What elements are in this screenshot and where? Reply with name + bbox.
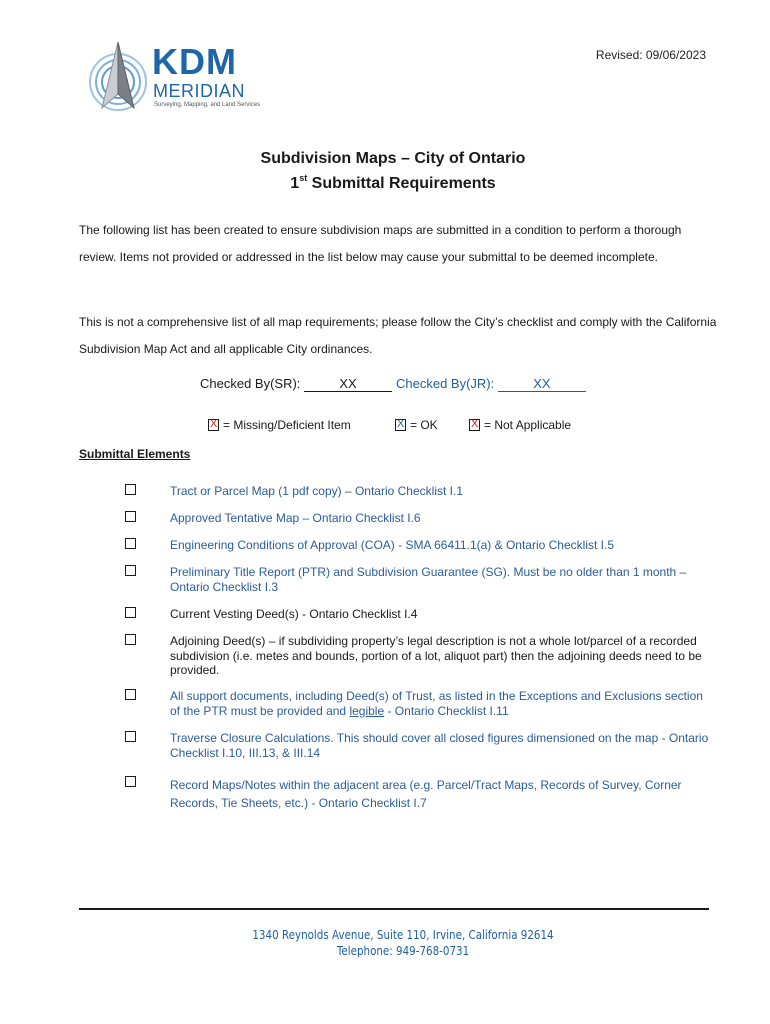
legend-ok — [395, 418, 438, 432]
item-9-text: Record Maps/Notes within the adjacent area (e.g. Parcel/Tract Maps, Records of Survey, Corner Records, Tie Sheets, etc.) - Ontario Checklist I.7 — [170, 778, 682, 810]
item-2-checkbox[interactable] — [125, 511, 136, 522]
item-5-text: Current Vesting Deed(s) - Ontario Checklist I.4 — [170, 607, 418, 621]
item-3-text: Engineering Conditions of Approval (COA) - SMA 66411.1(a) & Ontario Checklist I.5 — [170, 538, 614, 552]
item-8-text: Traverse Closure Calculations. This should cover all closed figures dimensioned on the map - Ontario Checklist I.10, III.13, & III.14 — [170, 731, 709, 760]
legend-missing-label: = Missing/Deficient Item — [223, 418, 351, 432]
document-subtitle — [0, 175, 770, 193]
subtitle-ordinal: st — [299, 173, 308, 183]
subtitle-text: Submittal Requirements — [307, 175, 496, 192]
item-8-checkbox[interactable] — [125, 731, 136, 742]
item-1-checkbox[interactable] — [125, 484, 136, 495]
item-4-text: Preliminary Title Report (PTR) and Subdivision Guarantee (SG). Must be no older than 1 month – Ontario Checklist I.3 — [170, 565, 687, 594]
logo-tagline: Surveying, Mapping, and Land Services — [154, 102, 261, 108]
item-7-text-b: - Ontario Checklist I.11 — [384, 703, 509, 718]
checked-by-jr — [396, 376, 586, 392]
legend-ok-label: = OK — [410, 418, 438, 432]
item-4-checkbox[interactable] — [125, 565, 136, 576]
document-title: Subdivision Maps – City of Ontario — [260, 150, 526, 167]
item-2-text: Approved Tentative Map – Ontario Checklist I.6 — [170, 511, 421, 525]
section-heading: Submittal Elements — [79, 447, 191, 461]
footer-phone: Telephone: 949-768-0731 — [336, 944, 470, 958]
legend-missing — [208, 418, 351, 432]
legend-not-applicable — [469, 418, 571, 432]
item-7-text-a: All support documents, including Deed(s) of Trust, as listed in the Exceptions and Exclusions section of the PTR must be provided and — [170, 689, 703, 718]
checked-by-sr — [200, 376, 392, 392]
checked-by-sr-field[interactable]: XX — [304, 377, 392, 392]
checked-by-jr-field[interactable]: XX — [498, 377, 586, 392]
item-7-text — [170, 689, 710, 718]
footer-divider — [79, 908, 709, 910]
item-7-checkbox[interactable] — [125, 689, 136, 700]
checked-by-sr-label: Checked By(SR): — [200, 376, 301, 391]
logo-wordmark: KDM — [152, 41, 237, 82]
item-7-text-underlined: legible — [349, 703, 385, 718]
subtitle-number: 1 — [290, 175, 300, 192]
logo-subname: MERIDIAN — [153, 81, 246, 101]
intro-paragraph-2: This is not a comprehensive list of all map requirements; please follow the City’s checklist and comply with the California Subdivision Map Act and all applicable City ordinances. — [79, 315, 717, 356]
ok-x-icon — [395, 419, 406, 431]
item-6-checkbox[interactable] — [125, 634, 136, 645]
item-5-checkbox[interactable] — [125, 607, 136, 618]
intro-paragraph-1: The following list has been created to ensure subdivision maps are submitted in a condition to perform a thorough review. Items not provided or addressed in the list below may cause your submittal to be deemed incomplete. — [79, 223, 682, 264]
legend-na-label: = Not Applicable — [484, 418, 572, 432]
item-6-text: Adjoining Deed(s) – if subdividing property’s legal description is not a whole lot/parcel of a recorded subdivision (i.e. metes and bounds, portion of a lot, aliquot part) then the adjoining deeds need to be provided. — [170, 634, 702, 677]
footer-address: 1340 Reynolds Avenue, Suite 110, Irvine, California 92614 — [252, 928, 554, 942]
not-applicable-x-icon — [469, 419, 480, 431]
checked-by-jr-label: Checked By(JR): — [396, 376, 495, 391]
item-9-checkbox[interactable] — [125, 776, 136, 787]
revised-date: Revised: 09/06/2023 — [595, 48, 706, 62]
item-1-text: Tract or Parcel Map (1 pdf copy) – Ontario Checklist I.1 — [170, 484, 463, 498]
item-3-checkbox[interactable] — [125, 538, 136, 549]
missing-x-icon — [208, 419, 219, 431]
